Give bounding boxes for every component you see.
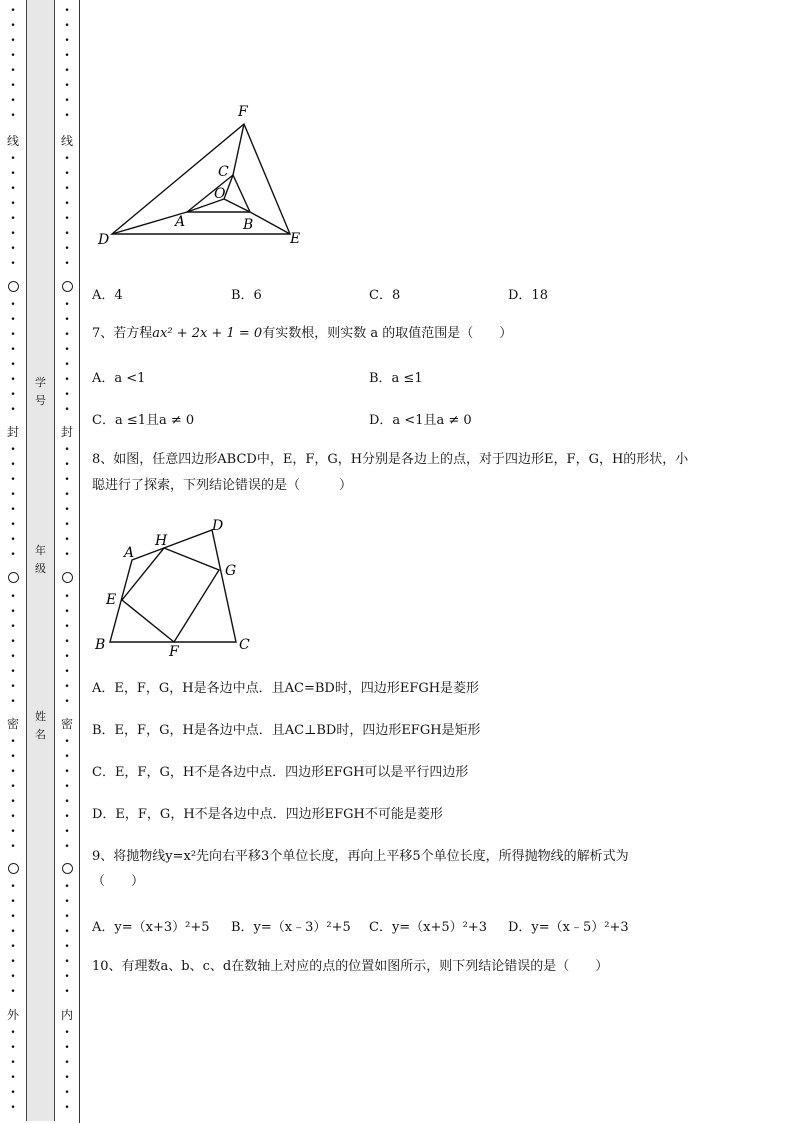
label-B: B (95, 637, 106, 653)
label-O: O (214, 186, 226, 202)
q6-option-a: A．4 (92, 288, 123, 303)
segment-BE (250, 212, 290, 234)
dotted-line: • • • • • • • • (10, 300, 16, 415)
q9-option-c: C．y=（x+5）²+3 (369, 920, 488, 935)
dotted-line: • • • • • • • • (64, 737, 70, 852)
dotted-line: • • • • • • • • (10, 882, 16, 997)
binding-hole-circle (62, 863, 73, 874)
label-C: C (218, 164, 229, 180)
q6-triangle-figure (90, 98, 320, 258)
dotted-line: • • • • • • • • (64, 6, 70, 121)
dotted-line: • • • • • • • • (64, 592, 70, 707)
q7-option-a: A．a <1 (92, 371, 146, 386)
binding-margin-inner (54, 0, 80, 1123)
q8-option-d: D．E，F，G，H不是各边中点．四边形EFGH不可能是菱形 (92, 807, 443, 822)
name-label: 姓名 (35, 710, 46, 741)
grade-label: 年级 (35, 544, 46, 575)
q9-option-a: A．y=（x+3）²+5 (92, 920, 210, 935)
label-G: G (225, 563, 237, 579)
binding-hole-circle (8, 281, 19, 292)
q7-option-c: C．a ≤1且a ≠ 0 (92, 413, 195, 428)
binding-hole-circle (62, 572, 73, 583)
dotted-line: • • • • • • • • (10, 154, 16, 269)
segment-OB (224, 199, 250, 212)
q7-option-b: B．a ≤1 (369, 371, 423, 386)
quadrilateral-EFGH (122, 548, 219, 642)
q8-stem-line2: 聪进行了探索，下列结论错误的是（ ） (92, 478, 353, 493)
binding-hole-circle (8, 863, 19, 874)
label-H: H (155, 533, 168, 549)
q9-stem-line1: 9、将抛物线y=x²先向右平移3个单位长度，再向上平移5个单位长度，所得抛物线的解析式为 (92, 849, 629, 864)
q9-stem-line2: （ ） (92, 874, 145, 889)
q8-option-a: A．E，F，G，H是各边中点．且AC=BD时，四边形EFGH是菱形 (92, 681, 480, 696)
seal-mark-inner: 内 (60, 1008, 73, 1022)
q6-option-c: C．8 (369, 288, 401, 303)
binding-hole-circle (62, 281, 73, 292)
triangle-DEF (112, 124, 290, 234)
seal-mark-line: 线 (60, 134, 73, 148)
dotted-line: • • • • • • • • (64, 882, 70, 997)
binding-margin-outer (0, 0, 26, 1123)
label-E: E (290, 231, 301, 247)
q7-option-d: D．a <1且a ≠ 0 (369, 413, 472, 428)
seal-mark-secret: 密 (6, 717, 19, 731)
binding-hole-circle (8, 572, 19, 583)
seal-mark-line: 线 (6, 134, 19, 148)
q9-option-b: B．y=（x﹣3）²+5 (231, 920, 351, 935)
student-info-band (26, 0, 55, 1121)
dotted-line: • • • • • • (10, 1028, 16, 1113)
label-A: A (175, 214, 186, 230)
student-id-label: 学号 (35, 376, 46, 407)
label-E: E (106, 592, 117, 608)
dotted-line: • • • • • • • • (10, 6, 16, 121)
label-B: B (243, 217, 254, 233)
dotted-line: • • • • • • • • (64, 154, 70, 269)
dotted-line: • • • • • • • • (64, 300, 70, 415)
q8-stem-line1: 8、如图，任意四边形ABCD中，E，F，G，H分别是各边上的点，对于四边形E，F，G，H的形状，小 (92, 452, 689, 467)
dotted-line: • • • • • • • • (10, 445, 16, 560)
dotted-line: • • • • • • • • (64, 445, 70, 560)
dotted-line: • • • • • • • • (10, 737, 16, 852)
margin-rule (79, 0, 80, 1123)
q7-equation: ax² + 2x + 1 = 0 (152, 326, 263, 341)
dotted-line: • • • • • • (64, 1028, 70, 1113)
label-D: D (212, 518, 224, 534)
q6-option-b: B．6 (231, 288, 262, 303)
q6-option-d: D．18 (508, 288, 548, 303)
label-F: F (169, 644, 179, 659)
dotted-line: • • • • • • • • (10, 592, 16, 707)
q8-quadrilateral-figure (92, 513, 262, 659)
label-D: D (98, 232, 110, 248)
q7-stem: 7、若方程ax² + 2x + 1 = 0有实数根，则实数 a 的取值范围是（ ） (92, 326, 513, 341)
label-F: F (238, 104, 248, 120)
seal-mark-secret: 密 (60, 717, 73, 731)
q8-option-b: B．E，F，G，H是各边中点．且AC⊥BD时，四边形EFGH是矩形 (92, 723, 481, 738)
q8-option-c: C．E，F，G，H不是各边中点．四边形EFGH可以是平行四边形 (92, 765, 469, 780)
seal-mark-outer: 外 (6, 1008, 19, 1022)
seal-mark-seal: 封 (60, 425, 73, 439)
q10-stem: 10、有理数a、b、c、d在数轴上对应的点的位置如图所示，则下列结论错误的是（ ） (92, 959, 609, 974)
label-A: A (124, 545, 135, 561)
seal-mark-seal: 封 (6, 425, 19, 439)
q9-option-d: D．y=（x﹣5）²+3 (508, 920, 629, 935)
label-C: C (239, 637, 250, 653)
